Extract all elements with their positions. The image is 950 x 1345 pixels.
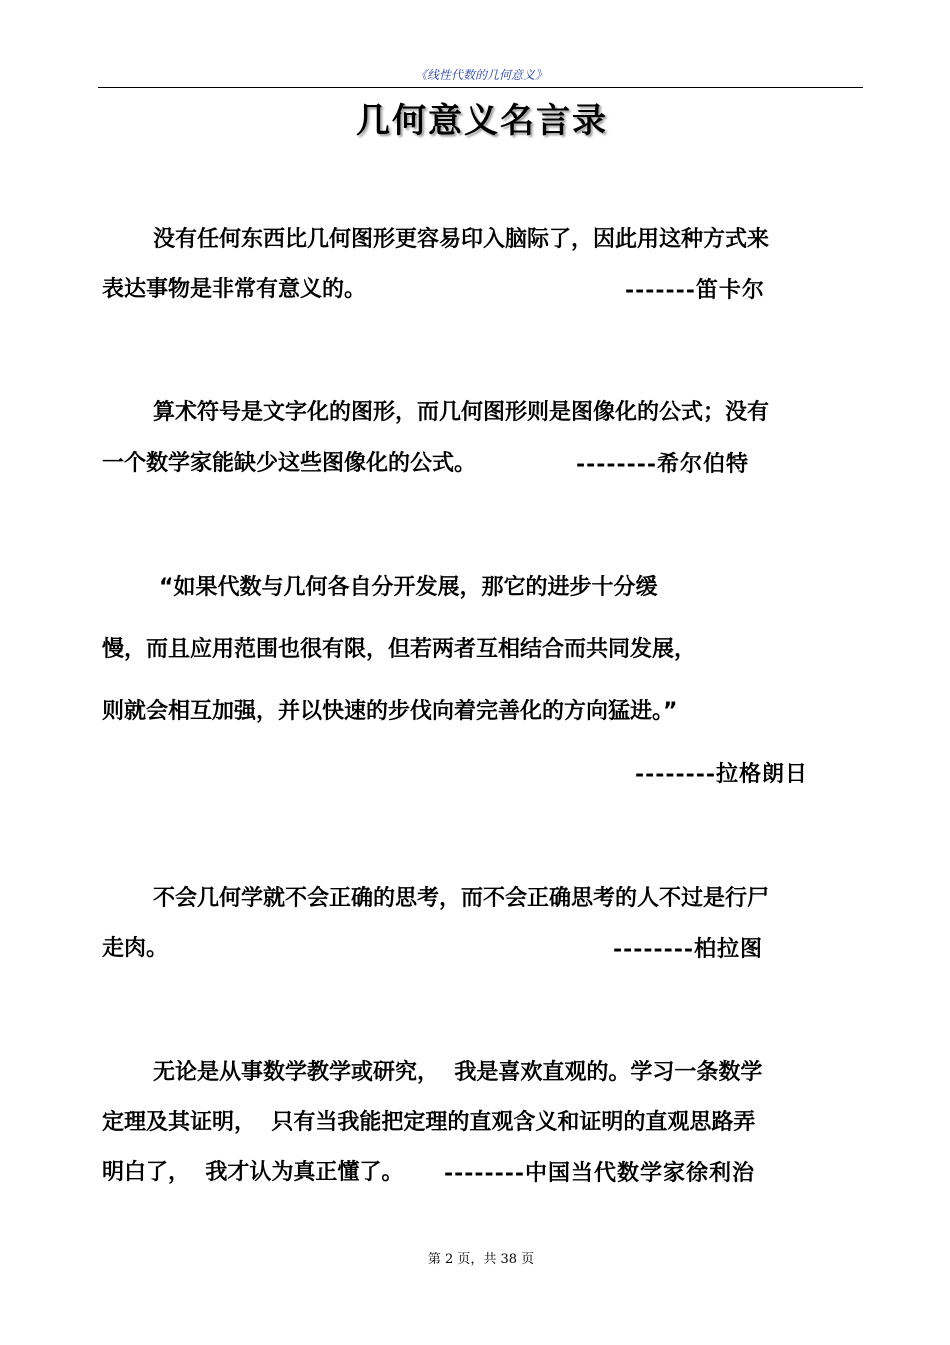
quote-attribution: -------笛卡尔	[625, 277, 765, 303]
quote-attribution: --------中国当代数学家徐利治	[444, 1160, 756, 1186]
header-divider	[98, 87, 863, 88]
quote-line: 则就会相互加强，并以快速的步伐向着完善化的方向猛进。”	[102, 699, 678, 724]
quote-line: “如果代数与几何各自分开发展，那它的进步十分缓	[159, 575, 658, 600]
quote-line: 慢，而且应用范围也很有限，但若两者互相结合而共同发展，	[102, 637, 697, 662]
running-header: 《线性代数的几何意义》	[414, 68, 547, 82]
quote-line: 明白了， 我才认为真正懂了。	[102, 1160, 404, 1185]
quote-line: 一个数学家能缺少这些图像化的公式。	[102, 451, 477, 476]
quote-line: 定理及其证明， 只有当我能把定理的直观含义和证明的直观思路弄	[102, 1110, 756, 1135]
quote-attribution: --------柏拉图	[613, 936, 764, 962]
quote-line: 不会几何学就不会正确的思考，而不会正确思考的人不过是行尸	[153, 886, 770, 911]
quote-line: 无论是从事数学教学或研究， 我是喜欢直观的。学习一条数学	[153, 1060, 763, 1085]
quote-attribution: --------拉格朗日	[635, 761, 809, 787]
quote-attribution: --------希尔伯特	[576, 451, 750, 477]
page-footer: 第 2 页，共 38 页	[427, 1252, 535, 1267]
quote-line: 算术符号是文字化的图形，而几何图形则是图像化的公式；没有	[153, 400, 770, 425]
quote-line: 没有任何东西比几何图形更容易印入脑际了，因此用这种方式来	[153, 227, 770, 252]
page-title: 几何意义名言录	[356, 101, 608, 141]
quote-line: 表达事物是非常有意义的。	[102, 277, 367, 302]
quote-line: 走肉。	[102, 936, 169, 961]
